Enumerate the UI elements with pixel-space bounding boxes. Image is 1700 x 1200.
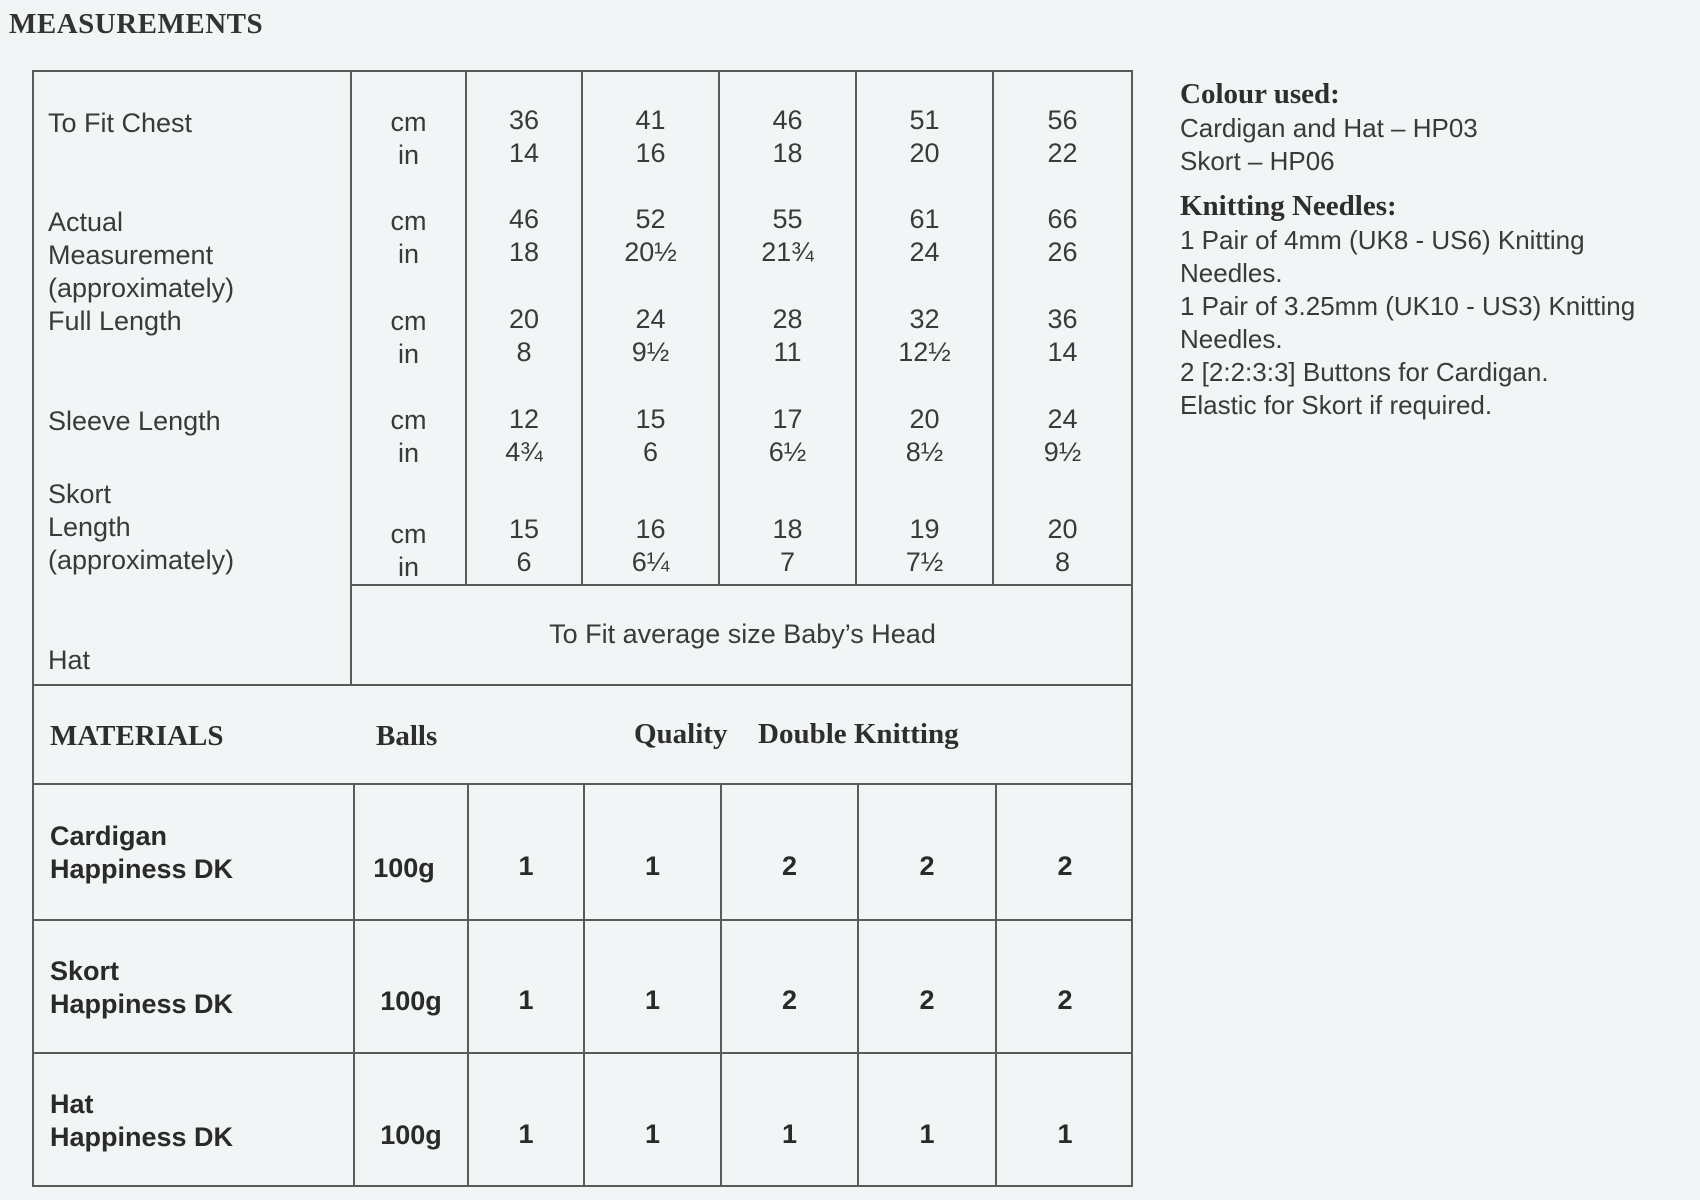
material-name-cardigan: Cardigan Happiness DK — [50, 821, 234, 884]
material-value: 2 — [919, 851, 935, 881]
value-cell: 61 24 — [909, 204, 940, 267]
value-cell: 46 18 — [772, 105, 803, 168]
quality-value: Double Knitting — [758, 718, 959, 750]
page-title: MEASUREMENTS — [9, 8, 264, 40]
value-cell: 20 8 — [508, 304, 540, 367]
material-value: 1 — [781, 1119, 798, 1149]
needles-heading: Knitting Needles: — [1180, 190, 1397, 222]
value-cell: 19 7½ — [905, 514, 944, 577]
value-cell: 20 8 — [1047, 514, 1078, 577]
label-hat: Hat — [48, 645, 91, 675]
value-cell: 24 9½ — [631, 304, 670, 367]
material-value: 1 — [518, 985, 534, 1015]
colour-line: Skort – HP06 — [1180, 146, 1335, 176]
units-chest: cm in — [390, 107, 427, 170]
value-cell: 41 16 — [635, 105, 666, 168]
value-cell: 36 14 — [508, 105, 540, 168]
units-actual: cm in — [390, 206, 427, 269]
value-cell: 24 9½ — [1043, 404, 1082, 467]
material-value: 1 — [518, 1119, 534, 1149]
material-value: 1 — [644, 985, 661, 1015]
material-value: 2 — [1057, 851, 1073, 881]
material-weight: 100g — [380, 1120, 442, 1150]
material-value: 1 — [919, 1119, 935, 1149]
value-cell: 18 7 — [772, 514, 803, 577]
needles-line: Elastic for Skort if required. — [1180, 390, 1493, 420]
value-cell: 15 6 — [508, 514, 540, 577]
value-cell: 46 18 — [508, 204, 540, 267]
value-cell: 52 20½ — [624, 204, 677, 267]
label-full-length: Full Length — [48, 306, 182, 336]
balls-heading: Balls — [376, 720, 438, 752]
quality-label: Quality — [634, 718, 728, 750]
divider — [353, 783, 355, 1187]
value-cell: 16 6¼ — [631, 514, 670, 577]
label-sleeve-length: Sleeve Length — [48, 406, 221, 436]
units-sleeve: cm in — [390, 405, 427, 468]
material-value: 2 — [781, 985, 798, 1015]
materials-heading: MATERIALS — [50, 720, 224, 752]
value-cell: 17 6½ — [768, 404, 807, 467]
divider — [32, 684, 1133, 686]
side-info — [1180, 76, 1700, 422]
needles-line: Needles. — [1180, 324, 1283, 354]
material-weight: 100g — [373, 853, 435, 883]
material-value: 1 — [644, 851, 661, 881]
material-value: 2 — [1057, 985, 1073, 1015]
label-actual-measurement: Actual Measurement (approximately) — [48, 207, 235, 303]
material-value: 2 — [919, 985, 935, 1015]
value-cell: 55 21¾ — [761, 204, 814, 267]
value-cell: 15 6 — [635, 404, 666, 467]
units-full-length: cm in — [390, 306, 427, 369]
value-cell: 32 12½ — [898, 304, 951, 367]
label-skort-length: Skort Length (approximately) — [48, 479, 235, 575]
value-cell: 66 26 — [1047, 204, 1078, 267]
value-cell: 36 14 — [1047, 304, 1078, 367]
colour-heading: Colour used: — [1180, 78, 1340, 110]
value-cell: 20 8½ — [905, 404, 944, 467]
value-cell: 56 22 — [1047, 105, 1078, 168]
colour-line: Cardigan and Hat – HP03 — [1180, 113, 1478, 143]
units-skort: cm in — [390, 519, 427, 582]
divider — [352, 584, 1133, 586]
value-cell: 28 11 — [772, 304, 803, 367]
material-name-hat: Hat Happiness DK — [50, 1089, 234, 1152]
needles-line: 2 [2:2:3:3] Buttons for Cardigan. — [1180, 357, 1549, 387]
hat-note: To Fit average size Baby’s Head — [549, 619, 936, 649]
needles-line: Needles. — [1180, 258, 1283, 288]
needles-line: 1 Pair of 3.25mm (UK10 - US3) Knitting — [1180, 291, 1636, 321]
material-value: 1 — [1057, 1119, 1073, 1149]
material-name-skort: Skort Happiness DK — [50, 956, 234, 1019]
material-value: 1 — [644, 1119, 661, 1149]
material-value: 2 — [781, 851, 798, 881]
label-to-fit-chest: To Fit Chest — [48, 108, 193, 138]
value-cell: 12 4¾ — [505, 404, 543, 467]
value-cell: 51 20 — [909, 105, 940, 168]
material-value: 1 — [518, 851, 534, 881]
material-weight: 100g — [380, 986, 442, 1016]
needles-line: 1 Pair of 4mm (UK8 - US6) Knitting — [1180, 225, 1585, 255]
